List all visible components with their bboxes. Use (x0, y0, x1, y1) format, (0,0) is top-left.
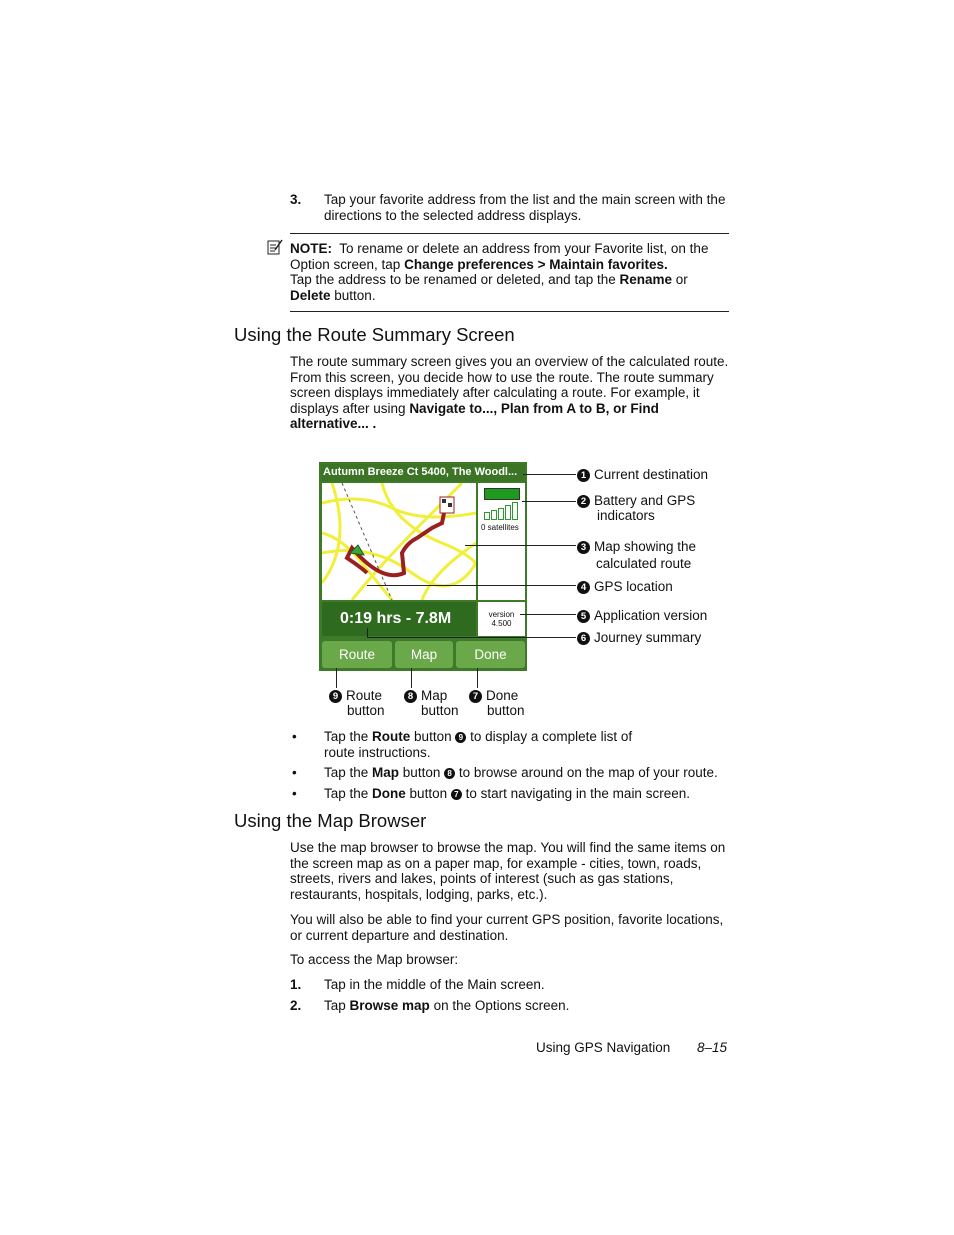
callout-label: button (347, 703, 385, 718)
callout-line (522, 501, 576, 502)
note-text: To rename or delete an address from your Favorite list, on the (339, 241, 709, 256)
bullet-text: button (399, 765, 445, 780)
callout-label: button (487, 703, 525, 718)
callout-number: 4 (577, 581, 590, 594)
route-button[interactable]: Route (322, 641, 392, 668)
callout-gps-location (577, 579, 673, 594)
callout-number: 5 (577, 610, 590, 623)
bullet-text: Tap the (324, 765, 373, 780)
bullet-item (324, 729, 632, 760)
note-emphasis: Delete (290, 287, 331, 303)
section-paragraph (290, 354, 735, 432)
callout-label: Map showing the (594, 539, 697, 554)
bullet-text: to start navigating in the main screen. (461, 786, 690, 801)
map-button[interactable]: Map (395, 641, 453, 668)
bullet-emphasis: Map (372, 765, 400, 780)
paragraph-line: or current departure and destination. (290, 927, 509, 943)
section-paragraph: To access the Map browser: (290, 952, 459, 967)
callout-map-route (577, 539, 696, 571)
note-text: Option screen, tap (290, 256, 405, 272)
paragraph-line: restaurants, hospitals, lodging, parks, etc.). (290, 886, 548, 902)
note-icon (266, 238, 284, 256)
callout-line (336, 668, 337, 688)
section-paragraph (290, 840, 735, 902)
callout-label: Journey summary (594, 630, 702, 645)
paragraph-line: streets, rivers and lakes, points of interest (such as gas stations, (290, 871, 674, 887)
section-heading: Using the Map Browser (234, 810, 427, 831)
paragraph-emphasis: alternative... . (290, 416, 377, 432)
callout-label: Application version (594, 608, 708, 623)
step-text: Tap in the middle of the Main screen. (324, 977, 545, 992)
callout-label: button (421, 703, 459, 718)
callout-label: calculated route (596, 556, 692, 571)
footer-section-name: Using GPS Navigation (536, 1040, 671, 1055)
paragraph-line: From this screen, you decide how to use the route. The route summary (290, 369, 714, 385)
version-label: version (488, 610, 515, 619)
step-text-line: directions to the selected address displays. (324, 207, 582, 223)
callout-label: GPS location (594, 579, 673, 594)
bullet-text: Tap the (324, 786, 373, 801)
callout-map-button (404, 688, 459, 718)
battery-gps-panel (478, 483, 525, 600)
callout-line (520, 614, 576, 615)
step-text-part: Tap (324, 998, 350, 1013)
note-text: Tap the address to be renamed or deleted, and tap the (290, 272, 620, 288)
bullet-text: button (405, 786, 451, 801)
step-text (324, 192, 725, 223)
callout-label: Battery and GPS (594, 493, 696, 508)
callout-number: 7 (451, 789, 462, 800)
bullet-text: route instructions. (324, 744, 431, 760)
step-emphasis: Browse map (349, 998, 430, 1013)
step-number: 2. (290, 998, 302, 1013)
callout-number: 6 (577, 632, 590, 645)
callout-line (411, 668, 412, 688)
callout-label: Done (486, 688, 519, 703)
paragraph-line: Use the map browser to browse the map. You will find the same items on (290, 840, 726, 855)
note-emphasis: Rename (619, 272, 673, 288)
bullet-item (324, 786, 690, 802)
bullet-emphasis: Route (372, 729, 411, 744)
callout-line (523, 474, 576, 475)
callout-line (465, 545, 576, 546)
callout-line (367, 628, 368, 638)
signal-bar (484, 512, 490, 520)
callout-label: Route (346, 688, 383, 703)
signal-bar (512, 502, 518, 520)
step-number: 1. (290, 977, 302, 992)
callout-number: 8 (444, 768, 455, 779)
callout-label: Map (421, 688, 448, 703)
bullet-text: button (410, 729, 456, 744)
bullet-marker: • (292, 729, 297, 744)
callout-journey-summary (577, 630, 701, 645)
map-roads-illustration (322, 483, 476, 600)
divider (290, 233, 729, 234)
callout-number: 9 (455, 732, 466, 743)
paragraph-line: the screen map as on a paper map, for example - cities, town, roads, (290, 855, 702, 871)
bullet-text: Tap the (324, 729, 373, 744)
callout-line (477, 668, 478, 688)
current-destination: Autumn Breeze Ct 5400, The Woodl... (321, 464, 525, 481)
bullet-text: to browse around on the map of your route. (455, 765, 718, 780)
battery-icon (484, 488, 520, 500)
note-emphasis: Change preferences > Maintain favorites. (404, 256, 668, 272)
note-label: NOTE: (290, 241, 332, 256)
note-box (290, 241, 730, 303)
signal-bar (505, 505, 511, 520)
callout-line (367, 585, 576, 586)
callout-done-button (469, 688, 525, 718)
section-paragraph (290, 912, 735, 943)
bullet-marker: • (292, 765, 297, 780)
bullet-emphasis: Done (372, 786, 406, 801)
callout-app-version (577, 608, 707, 623)
callout-label: Current destination (594, 467, 709, 482)
callout-number: 9 (329, 690, 342, 703)
callout-number: 3 (577, 541, 590, 554)
bullet-marker: • (292, 786, 297, 801)
journey-summary: 0:19 hrs - 7.8M (322, 602, 476, 636)
step-number: 3. (290, 192, 302, 207)
paragraph-line: You will also be able to find your current GPS position, favorite locations, (290, 912, 724, 927)
footer-page-number: 8–15 (697, 1040, 728, 1055)
step-text-line: Tap your favorite address from the list and the main screen with the (324, 192, 726, 207)
step-text-part: on the Options screen. (429, 998, 570, 1013)
callout-number: 1 (577, 469, 590, 482)
callout-line (367, 637, 576, 638)
paragraph-emphasis: Navigate to..., Plan from A to B, or Find (409, 400, 659, 416)
application-version (478, 602, 525, 636)
paragraph-line: screen displays immediately after calculating a route. For example, it (290, 385, 700, 401)
step-text (324, 998, 569, 1014)
done-button[interactable]: Done (456, 641, 525, 668)
bullet-text: to display a complete list of (466, 729, 633, 744)
callout-label: indicators (597, 508, 655, 523)
paragraph-line: displays after using (290, 400, 410, 416)
callout-number: 2 (577, 495, 590, 508)
bullet-item (324, 765, 718, 781)
callout-battery-gps (577, 493, 695, 523)
note-text: or (672, 272, 688, 288)
divider (290, 311, 729, 312)
route-map (322, 483, 476, 600)
callout-number: 7 (469, 690, 482, 703)
signal-bar (491, 510, 497, 520)
callout-current-destination (577, 467, 708, 482)
signal-bar (498, 508, 504, 520)
device-screenshot (319, 462, 527, 671)
version-number: 4.500 (491, 619, 512, 628)
satellite-count: 0 satellites (481, 523, 519, 532)
callout-number: 8 (404, 690, 417, 703)
note-text: button. (330, 287, 376, 303)
paragraph-line: The route summary screen gives you an overview of the calculated route. (290, 354, 729, 369)
section-heading: Using the Route Summary Screen (234, 324, 515, 345)
callout-route-button (329, 688, 385, 718)
